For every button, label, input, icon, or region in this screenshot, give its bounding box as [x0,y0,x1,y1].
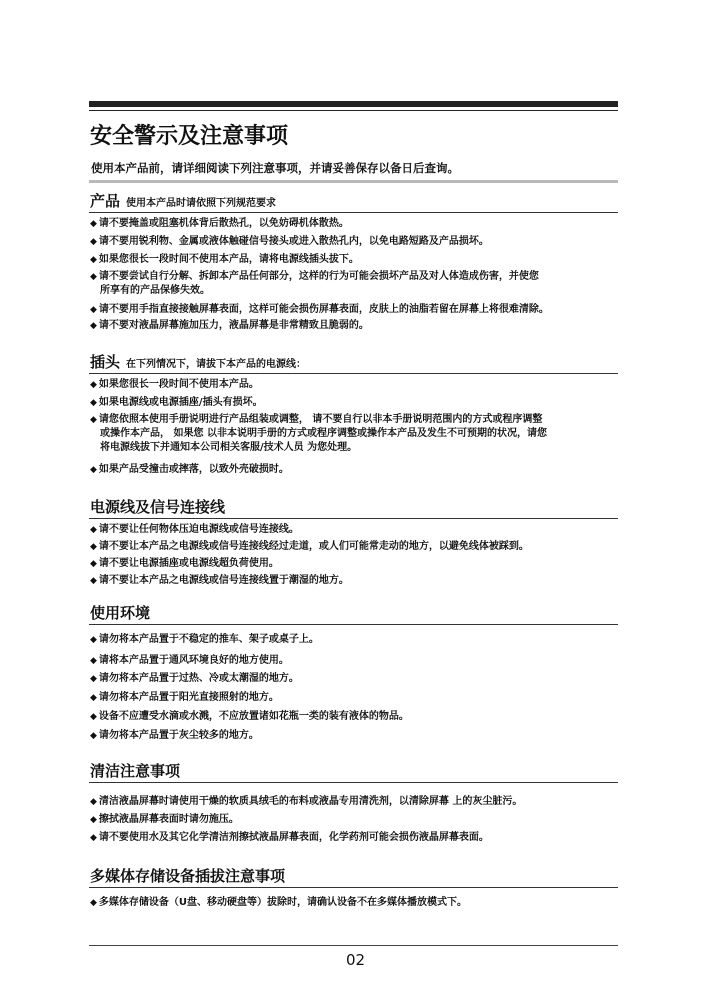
section-divider [89,212,618,213]
bullet-icon: ◆ [90,398,97,408]
bullet-icon: ◆ [90,576,97,586]
bullet-icon: ◆ [90,219,97,229]
list-item: ◆ 多媒体存储设备（U盘、移动硬盘等）拔除时，请确认设备不在多媒体播放模式下。 [90,897,468,908]
bullet-icon: ◆ [90,635,97,645]
section-media-heading [90,865,285,886]
list-item: ◆ 如果您很长一段时间不使用本产品，请将电源线插头拔下。 [90,254,359,265]
list-item: ◆ 请不要用锐利物、金属或液体触碰信号接头或进入散热孔内，以免电路短路及产品损坏。 [90,236,489,247]
bullet-icon: ◆ [90,833,97,843]
bullet-icon: ◆ [90,898,97,908]
section-divider [89,518,618,519]
bullet-icon: ◆ [90,693,97,703]
section-environment-heading [90,602,150,623]
bullet-icon: ◆ [90,712,97,722]
section-divider [89,887,618,888]
list-item: ◆ 请不要掩盖或阻塞机体背后散热孔，以免妨碍机体散热。 [90,218,349,229]
list-item: ◆ 设备不应遭受水滴或水溅，不应放置诸如花瓶一类的装有液体的物品。 [90,711,409,722]
bullet-icon: ◆ [90,415,97,425]
section-title: 清洁注意事项 [90,762,181,780]
bullet-icon: ◆ [90,674,97,684]
bullet-icon: ◆ [90,797,97,807]
top-thin-rule [89,110,618,111]
list-item: ◆ 如果电源线或电源插座/插头有损坏。 [90,397,263,408]
list-item: ◆ 请勿将本产品置于灰尘较多的地方。 [90,730,259,741]
bullet-icon: ◆ [90,305,97,315]
list-item: ◆ 请不要让本产品之电源线或信号连接线置于潮湿的地方。 [90,575,349,586]
footer-divider [89,945,618,946]
intro-divider [89,180,618,183]
page-title: 安全警示及注意事项 [90,124,289,149]
page-number: 02 [346,951,366,969]
intro-text: 使用本产品前，请详细阅读下列注意事项，并请妥善保存以备日后查询。 [91,161,459,175]
list-item: ◆ 请您依照本使用手册说明进行产品组装或调整， 请不要自行以非本手册说明范围内的方式或程序调整 或操作本产品， 如果您 以非本说明手册的方式或程序调整或操作本产品及发生不可预期的状况，请您 将电源线拔下并通知本公司相关客服/技术人员 为您处理。 [90,414,547,453]
bullet-icon: ◆ [90,255,97,265]
section-divider [89,373,618,374]
bullet-icon: ◆ [90,525,97,535]
list-item: ◆ 请将本产品置于通风环境良好的地方使用。 [90,655,289,666]
bullet-icon: ◆ [90,542,97,552]
section-cleaning-heading [90,760,180,781]
bullet-icon: ◆ [90,380,97,390]
bullet-icon: ◆ [90,321,97,331]
section-divider [89,624,618,625]
list-item: ◆ 请不要尝试自行分解、拆卸本产品任何部分，这样的行为可能会损坏产品及对人体造成伤害，并使您 所享有的产品保修失效。 [90,271,539,296]
bullet-icon: ◆ [90,272,97,282]
section-divider [89,782,618,783]
list-item: ◆ 请不要让电源插座或电源线超负荷使用。 [90,558,279,569]
bullet-icon: ◆ [90,815,97,825]
section-cable-heading [90,496,225,517]
list-item: ◆ 擦拭液晶屏幕表面时请勿施压。 [90,814,239,825]
bullet-icon: ◆ [90,731,97,741]
bullet-icon: ◆ [90,559,97,569]
list-item: ◆ 清洁液晶屏幕时请使用干燥的软质具绒毛的布料或液晶专用清洗剂，以清除屏幕 上的灰尘脏污。 [90,796,523,807]
list-item: ◆ 如果您很长一段时间不使用本产品。 [90,379,259,390]
list-item: ◆ 如果产品受撞击或摔落，以致外壳破损时。 [90,464,289,475]
section-title: 插头 [90,353,121,371]
list-item: ◆ 请勿将本产品置于不稳定的推车、架子或桌子上。 [90,634,319,645]
bullet-icon: ◆ [90,237,97,247]
list-item: ◆ 请不要对液晶屏幕施加压力，液晶屏幕是非常精致且脆弱的。 [90,320,369,331]
section-title: 产品 [90,192,121,210]
bullet-icon: ◆ [90,465,97,475]
list-item: ◆ 请不要让本产品之电源线或信号连接线经过走道，或人们可能常走动的地方，以避免线体被踩到。 [90,541,529,552]
section-product-heading [90,190,276,211]
list-item: ◆ 请不要让任何物体压迫电源线或信号连接线。 [90,524,299,535]
list-item: ◆ 请不要用手指直接接触屏幕表面，这样可能会损伤屏幕表面，皮肤上的油脂若留在屏幕上将很难清除。 [90,304,549,315]
section-title: 使用环境 [90,604,151,622]
top-thick-rule [89,101,618,107]
list-item: ◆ 请勿将本产品置于阳光直接照射的地方。 [90,692,279,703]
section-subtitle: 使用本产品时请依照下列规范要求 [126,198,277,209]
section-title: 电源线及信号连接线 [90,498,226,516]
list-item: ◆ 请勿将本产品置于过热、冷或太潮湿的地方。 [90,673,299,684]
list-item: ◆ 请不要使用水及其它化学清洁剂擦拭液晶屏幕表面，化学药剂可能会损伤液晶屏幕表面。 [90,832,489,843]
section-title: 多媒体存储设备插拔注意事项 [90,867,286,885]
section-plug-heading [90,351,306,372]
bullet-icon: ◆ [90,656,97,666]
section-subtitle: 在下列情况下，请拔下本产品的电源线： [126,359,307,370]
